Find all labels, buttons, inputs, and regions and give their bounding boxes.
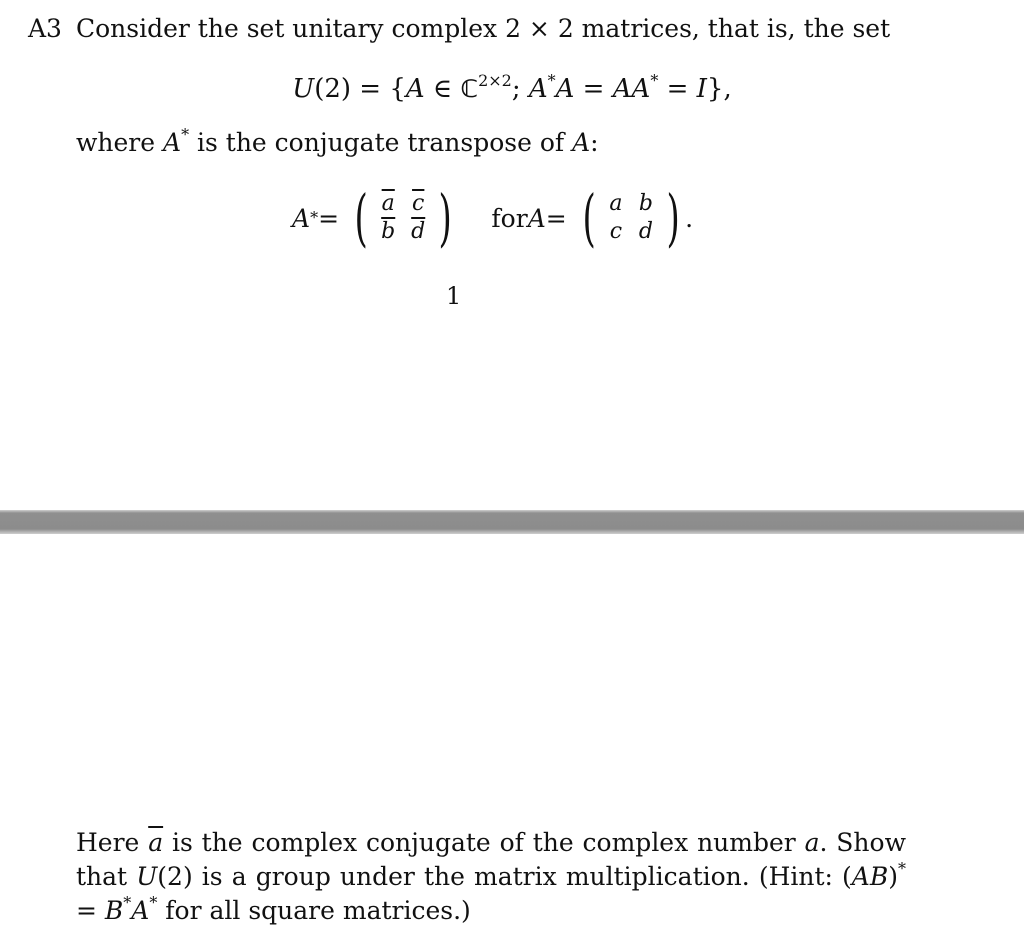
mat-period: .: [685, 203, 694, 233]
problem-label: A3: [28, 14, 62, 43]
field-power: 2×2: [478, 71, 512, 90]
right-paren-1: ): [438, 181, 452, 254]
right-paren-2: ): [666, 181, 680, 254]
conj-entry-c: $\overline{c}$: [412, 191, 425, 216]
eq-equals-2: =: [658, 74, 697, 104]
left-paren-1: (: [354, 181, 368, 254]
closing-a: a: [804, 828, 820, 857]
eq-cond-b: A: [555, 74, 575, 104]
entry-c: c: [609, 219, 623, 244]
mat-lhs-var: A: [292, 203, 311, 233]
closing-part7: for all square matrices.): [157, 896, 471, 925]
closing-star2: *: [123, 893, 132, 912]
closing-a2: A: [131, 896, 150, 925]
closing-b: B: [104, 896, 124, 925]
eq-cond-c: AA: [612, 74, 651, 104]
eq-lhs: U: [292, 74, 315, 104]
closing-part2: is the complex conjugate of the complex number: [163, 828, 805, 857]
conjugate-transpose-equation: A * = ( $\overline{a}$ $\overline{c}$ $\overline{b}$ $\overline{d}$ ) for A = ( a b c d ) .: [292, 181, 694, 254]
where-a-star: A: [163, 128, 182, 157]
where-prefix: where: [76, 128, 163, 157]
closing-star3: *: [149, 893, 158, 912]
mat-equals: =: [318, 203, 340, 233]
closing-part5: ): [888, 862, 898, 891]
page-separator: [0, 510, 1024, 534]
complex-field-symbol: ℂ: [460, 75, 479, 103]
closing-part6: =: [76, 896, 105, 925]
eq-element: A: [405, 74, 425, 104]
closing-a-bar: $\overline{a}$: [148, 828, 164, 857]
closing-part3: . Show that: [76, 828, 906, 891]
entry-d: d: [638, 219, 653, 244]
matrix-a: [601, 190, 661, 246]
eq-equals-1: =: [574, 74, 613, 104]
for-text: for: [491, 203, 528, 233]
conjugate-matrix: [373, 190, 433, 246]
problem-statement: Consider the set unitary complex 2 × 2 matrices, that is, the set: [76, 14, 891, 43]
conj-entry-b: $\overline{b}$: [381, 219, 396, 244]
eq-cond-c-star: *: [650, 71, 659, 90]
conj-entry-d: $\overline{d}$: [411, 219, 426, 244]
where-middle: is the conjugate transpose of: [189, 128, 573, 157]
entry-b: b: [638, 191, 653, 216]
closing-paragraph: [76, 826, 906, 928]
conj-entry-a: $\overline{a}$: [381, 191, 395, 216]
closing-part1: Here: [76, 828, 149, 857]
eq-cond-a: A: [528, 74, 548, 104]
eq-close: },: [706, 74, 732, 104]
where-line: [76, 125, 599, 158]
eq-in: ∈: [424, 74, 461, 104]
mat-a-var: A: [527, 203, 546, 233]
where-star: *: [181, 125, 190, 144]
eq-lhs-arg: (2) = {: [314, 74, 406, 104]
mat-equals-2: =: [545, 203, 567, 233]
eq-sep: ;: [511, 74, 529, 104]
left-paren-2: (: [582, 181, 596, 254]
entry-a: a: [609, 191, 623, 216]
closing-u: U: [136, 862, 158, 891]
closing-star1: *: [898, 859, 906, 878]
unitary-group-definition: [0, 71, 1024, 104]
eq-identity: I: [696, 74, 707, 104]
where-suffix: :: [590, 128, 599, 157]
closing-part4: (2) is a group under the matrix multiplication. (Hint: (: [157, 862, 852, 891]
page-number: 1: [446, 282, 462, 310]
eq-cond-star: *: [547, 71, 556, 90]
where-a: A: [572, 128, 591, 157]
closing-ab: AB: [851, 862, 889, 891]
